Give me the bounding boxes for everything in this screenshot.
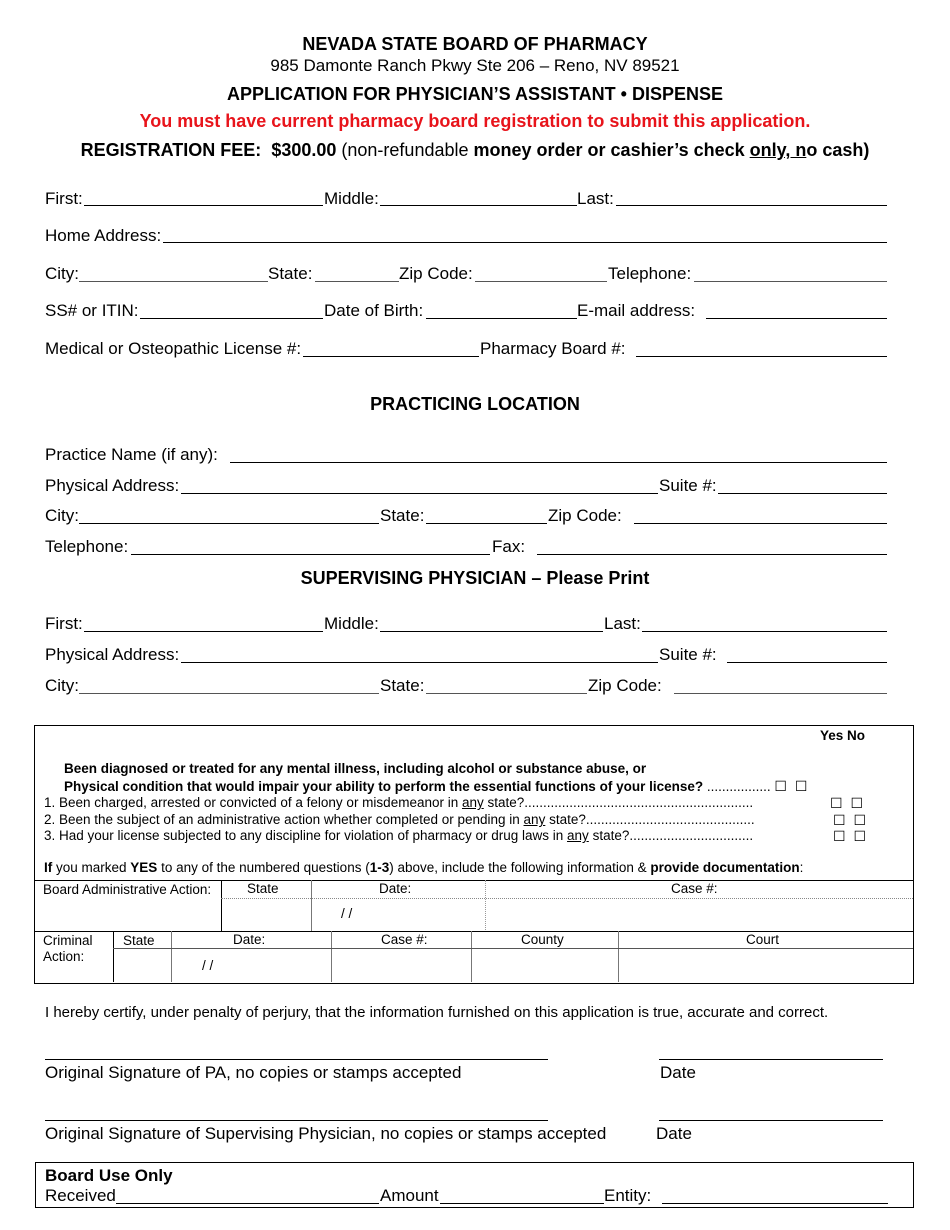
pa-signature-field[interactable] [45,1059,548,1060]
practice-name-field[interactable] [230,462,887,463]
practice-city-label: City: [45,506,79,525]
criminal-court-cell[interactable] [619,949,912,981]
criminal-action-label: Criminal Action: [43,933,93,964]
applicant-state-field[interactable] [315,281,399,282]
question-1 [44,795,753,811]
admin-state-header: State [247,881,279,896]
question-mental-line2 [64,778,809,795]
note-end: : [799,860,804,875]
sp-signature-label: Original Signature of Supervising Physician, no copies or stamps accepted [45,1124,607,1143]
applicant-zip-label: Zip Code: [399,264,473,283]
practice-fax-field[interactable] [537,554,887,555]
fee-amount: $300.00 [271,140,337,160]
criminal-court-header: Court [746,932,780,947]
supervising-heading: SUPERVISING PHYSICIAN – Please Print [300,568,650,588]
sp-last-label: Last: [604,614,641,633]
applicant-first-field[interactable] [84,205,323,206]
fee-note-bold: money order or cashier’s check [473,140,745,160]
practicing-location-heading: PRACTICING LOCATION [370,394,580,414]
question-1-text: 1. Been charged, arrested or convicted of a felony or misdemeanor in [44,795,462,810]
fee-tail: o cash) [806,140,870,160]
question-mental-checkboxes[interactable]: ☐ ☐ [774,778,810,794]
criminal-table-top-border [35,931,913,932]
sp-state-label: State: [380,676,425,695]
practice-address-label: Physical Address: [45,476,180,495]
criminal-county-cell[interactable] [472,949,617,981]
fee-label: REGISTRATION FEE: [80,140,262,160]
applicant-first-label: First: [45,189,83,208]
received-label: Received [45,1186,116,1205]
admin-divider-2 [311,880,312,932]
note-yes: YES [130,860,158,875]
practice-state-field[interactable] [426,523,547,524]
sp-first-field[interactable] [84,631,323,632]
sp-suite-field[interactable] [727,662,887,663]
practice-zip-field[interactable] [634,523,887,524]
note-pre: you marked [52,860,131,875]
sp-zip-label: Zip Code: [588,676,662,695]
registration-warning: You must have current pharmacy board registration to submit this application. [139,111,811,131]
applicant-city-label: City: [45,264,79,283]
sp-zip-field[interactable] [674,693,887,694]
criminal-state-header: State [123,933,155,948]
question-3-text: 3. Had your license subjected to any discipline for violation of pharmacy or drug laws in [44,828,568,843]
pharmacy-board-field[interactable] [636,356,887,357]
practice-state-label: State: [380,506,425,525]
home-address-label: Home Address: [45,226,162,245]
pa-date-field[interactable] [659,1059,883,1060]
question-2-any: any [523,812,546,827]
criminal-date-cell[interactable]: / / [202,958,214,973]
question-mental-text: Physical condition that would impair your ability to perform the essential functions of your license? [64,779,704,794]
sp-first-label: First: [45,614,83,633]
applicant-state-label: State: [268,264,313,283]
note-doc: provide documentation [650,860,800,875]
amount-field[interactable] [440,1203,604,1204]
amount-label: Amount [380,1186,439,1205]
question-mental-line1: Been diagnosed or treated for any mental illness, including alcohol or substance abuse, or [64,761,647,776]
question-3-dots: state?................................. [588,828,754,843]
yes-no-header: Yes No [820,728,866,743]
sp-address-label: Physical Address: [45,645,180,664]
practice-city-field[interactable] [79,523,379,524]
fee-note: (non-refundable [341,140,469,160]
admin-case-cell[interactable] [486,899,912,931]
yes-instructions [44,860,803,876]
certification-statement: I hereby certify, under penalty of perjury, that the information furnished on this application is true, accurate and correct. [45,1004,829,1021]
license-field[interactable] [303,356,479,357]
practice-name-label: Practice Name (if any): [45,445,218,464]
criminal-case-header: Case #: [381,932,428,947]
dob-label: Date of Birth: [324,301,424,320]
criminal-state-cell[interactable] [114,949,170,981]
org-address: 985 Damonte Ranch Pkwy Ste 206 – Reno, NV 89521 [270,56,680,75]
entity-field[interactable] [662,1203,888,1204]
question-1-any: any [461,795,484,810]
practice-suite-label: Suite #: [659,476,717,495]
practice-telephone-label: Telephone: [45,537,129,556]
criminal-case-cell[interactable] [332,949,470,981]
admin-date-cell[interactable]: / / [341,906,353,921]
question-1-checkboxes[interactable]: ☐ ☐ [830,795,865,811]
note-mid2: ) above, include the following information & [389,860,651,875]
email-field[interactable] [706,318,887,319]
sp-signature-field[interactable] [45,1120,548,1121]
sp-city-label: City: [45,676,79,695]
admin-action-label: Board Administrative Action: [43,882,212,897]
admin-state-cell[interactable] [222,899,310,931]
question-2 [44,812,755,828]
applicant-zip-field[interactable] [475,281,607,282]
applicant-last-field[interactable] [616,205,887,206]
home-address-field[interactable] [163,242,887,243]
practice-telephone-field[interactable] [131,554,490,555]
sp-state-field[interactable] [426,693,587,694]
applicant-telephone-label: Telephone: [608,264,692,283]
ssn-label: SS# or ITIN: [45,301,139,320]
question-3 [44,828,753,844]
pharmacy-board-label: Pharmacy Board #: [480,339,626,358]
question-1-dots: state?............................................................. [483,795,754,810]
criminal-date-header: Date: [233,932,266,947]
ssn-field[interactable] [140,318,323,319]
registration-fee [0,140,950,161]
pa-date-label: Date [660,1063,696,1082]
admin-case-header: Case #: [671,881,718,896]
note-range: 1-3 [369,860,390,875]
applicant-last-label: Last: [577,189,614,208]
applicant-telephone-field[interactable] [694,281,887,282]
board-use-heading: Board Use Only [45,1166,173,1185]
pa-signature-label: Original Signature of PA, no copies or stamps accepted [45,1063,462,1082]
sp-middle-label: Middle: [324,614,379,633]
question-mental-dots: ................. [706,779,771,794]
criminal-divider-2 [171,931,172,982]
admin-date-header: Date: [379,881,412,896]
note-mid: to any of the numbered questions ( [157,860,370,875]
entity-label: Entity: [604,1186,652,1205]
applicant-city-field[interactable] [79,281,268,282]
form-title: APPLICATION FOR PHYSICIAN’S ASSISTANT • DISPENSE [226,84,724,104]
criminal-county-header: County [521,932,564,947]
admin-table-top-border [35,880,913,881]
received-field[interactable] [116,1203,379,1204]
sp-date-field[interactable] [659,1120,883,1121]
question-3-any: any [567,828,589,843]
question-2-dots: state?............................................. [545,812,755,827]
license-label: Medical or Osteopathic License #: [45,339,302,358]
practice-zip-label: Zip Code: [548,506,622,525]
practice-fax-label: Fax: [492,537,526,556]
question-2-text: 2. Been the subject of an administrative action whether completed or pending in [44,812,524,827]
dob-field[interactable] [426,318,577,319]
applicant-middle-label: Middle: [324,189,379,208]
note-if: If [44,860,53,875]
question-2-checkboxes[interactable]: ☐ ☐ [833,812,868,828]
practice-suite-field[interactable] [718,493,887,494]
question-3-checkboxes[interactable]: ☐ ☐ [833,828,868,844]
practice-address-field[interactable] [181,493,658,494]
sp-middle-field[interactable] [380,631,603,632]
fee-only: only, n [749,140,807,160]
sp-date-label: Date [656,1124,692,1143]
sp-suite-label: Suite #: [659,645,717,664]
email-label: E-mail address: [577,301,696,320]
sp-address-field[interactable] [181,662,658,663]
questions-box [34,725,914,984]
applicant-middle-field[interactable] [380,205,577,206]
sp-last-field[interactable] [642,631,887,632]
sp-city-field[interactable] [79,693,379,694]
board-use-box [35,1162,914,1208]
org-name: NEVADA STATE BOARD OF PHARMACY [302,34,648,54]
